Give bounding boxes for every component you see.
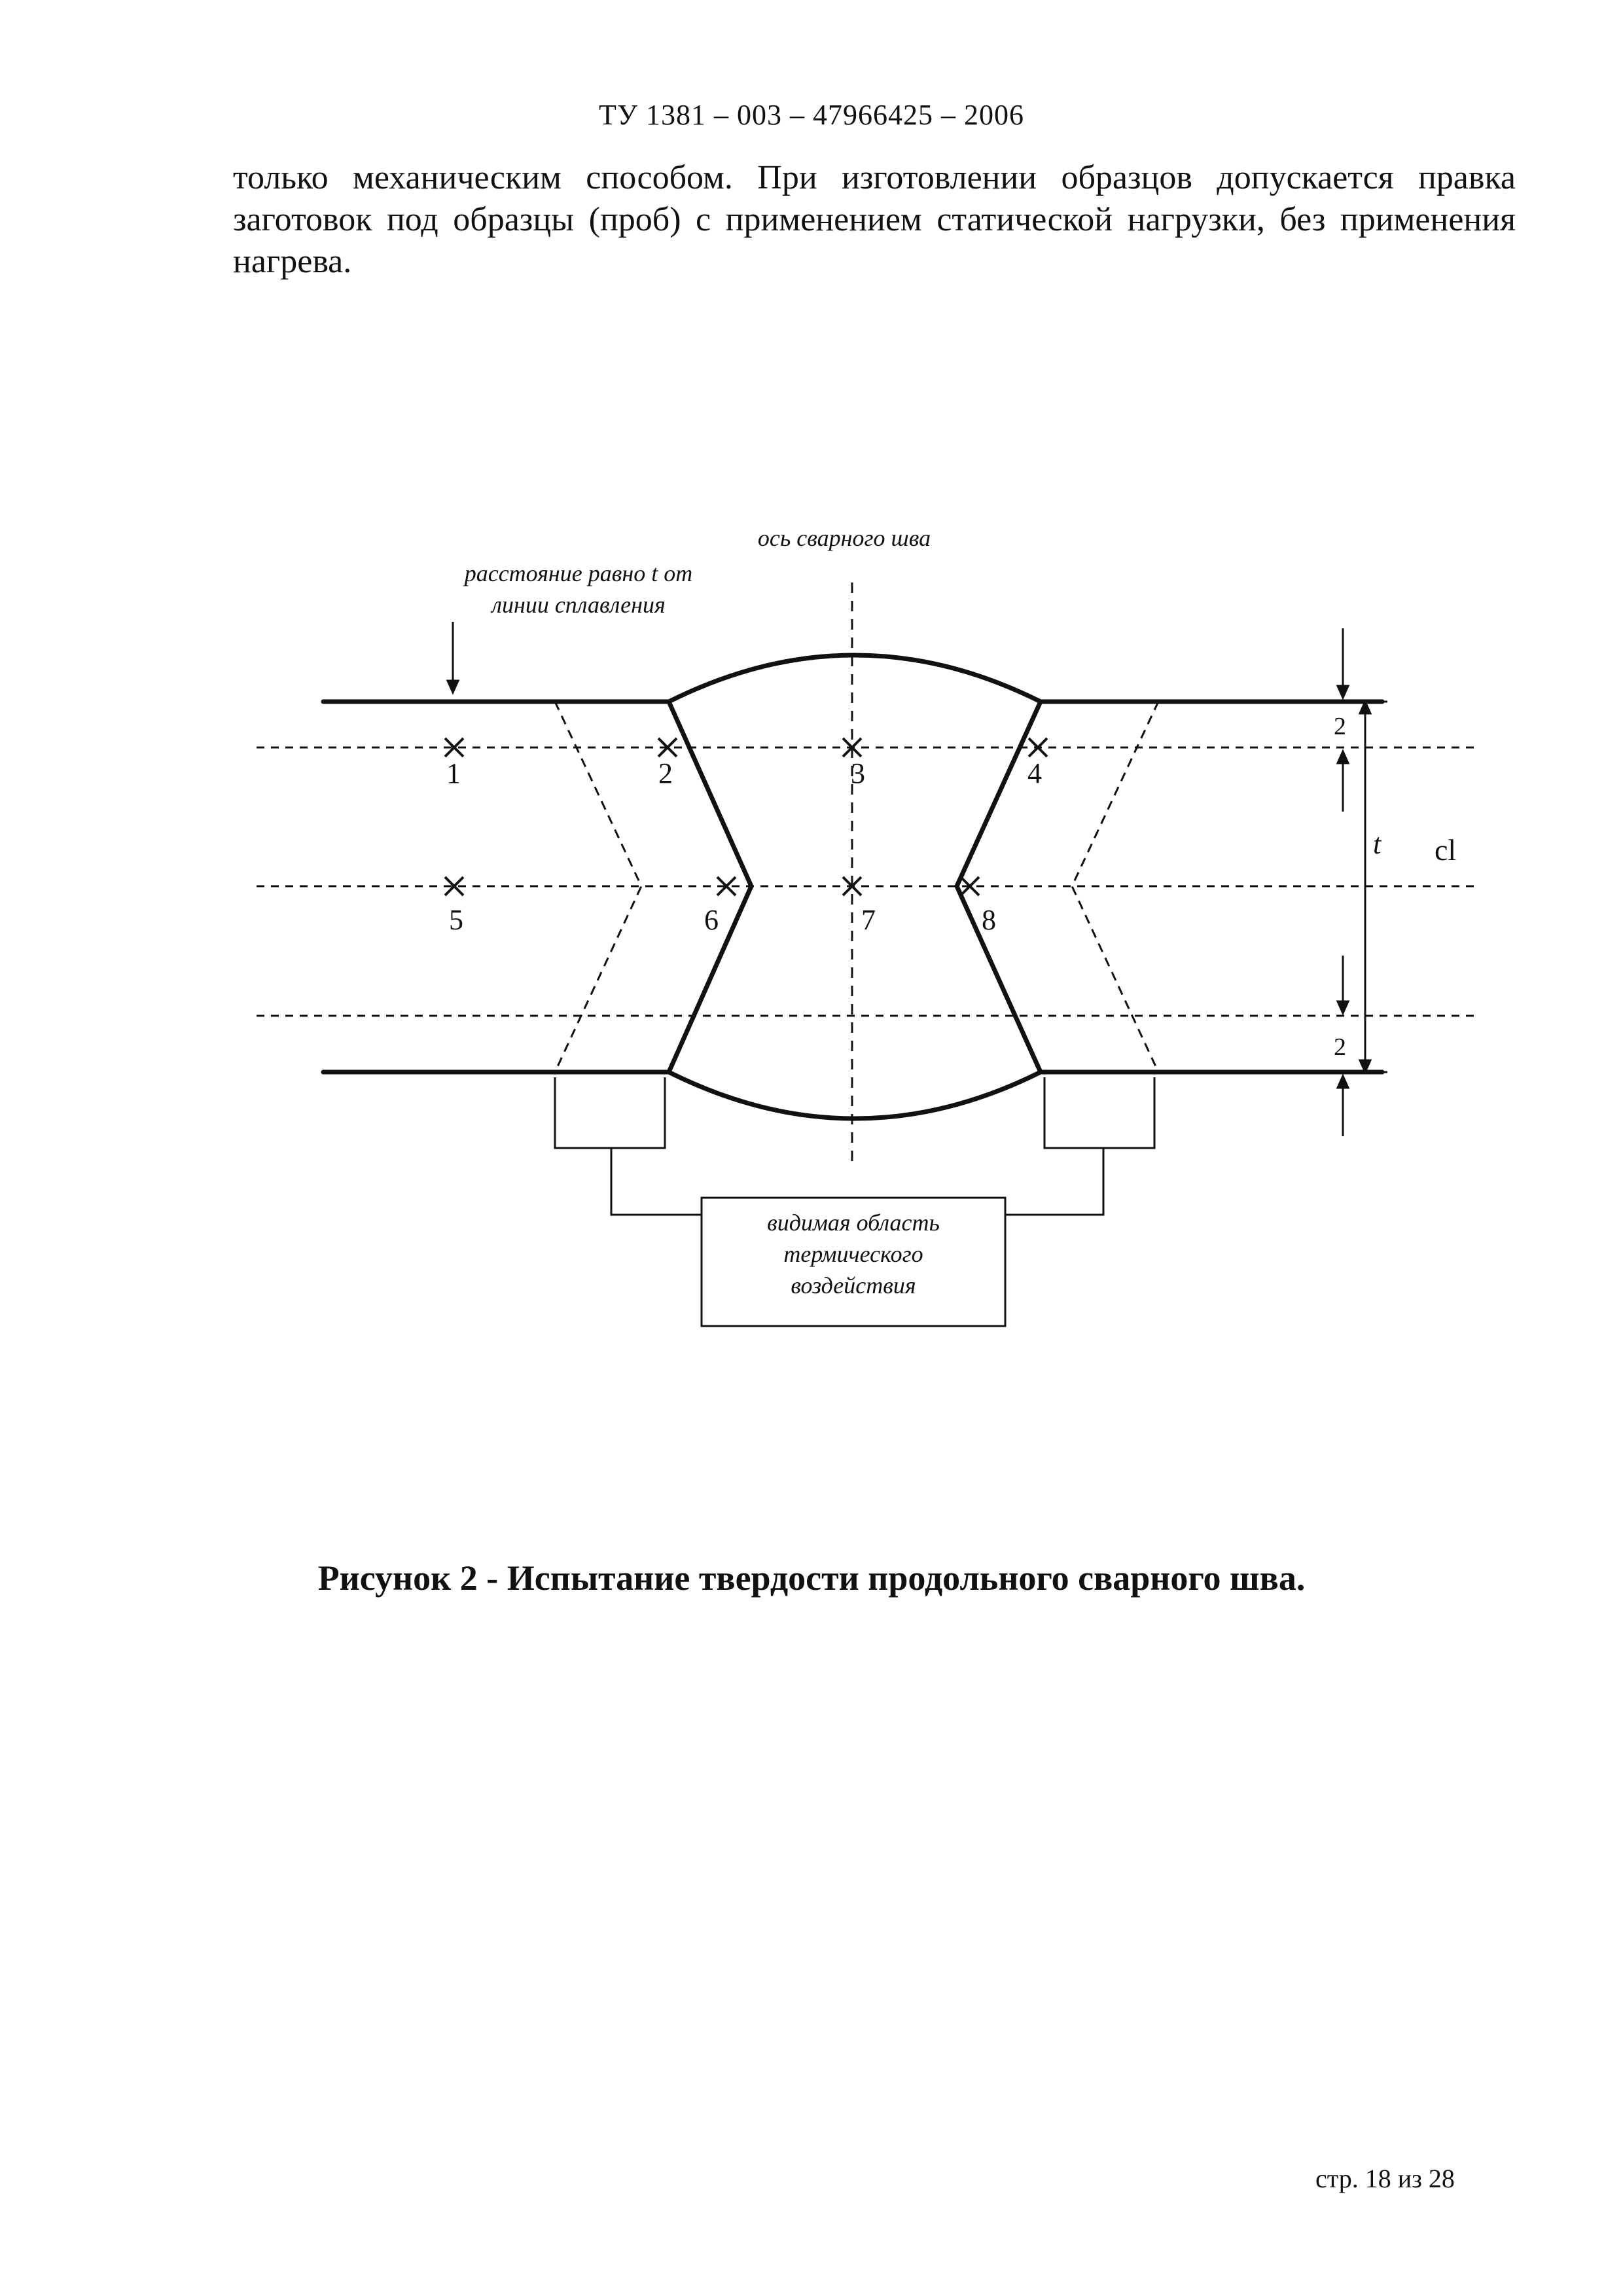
point-label-2: 2 <box>658 757 673 789</box>
distance-label-line1: расстояние равно t от <box>464 560 693 586</box>
dim-top-label: 2 <box>1334 713 1346 740</box>
body-paragraph: только механическим способом. При изготовлении образцов допускается правка заготовок под образцы (проб) с применением статической нагрузки, без применения нагрева. <box>233 159 1516 280</box>
point-label-3: 3 <box>851 757 865 789</box>
point-label-1: 1 <box>446 757 461 789</box>
point-label-8: 8 <box>982 904 996 936</box>
document-code-header: ТУ 1381 – 003 – 47966425 – 2006 <box>598 99 1025 131</box>
page-number: стр. 18 из 28 <box>1315 2164 1455 2193</box>
haz-bracket-right <box>1044 1077 1154 1148</box>
weld-axis-label: ось сварного шва <box>757 525 931 551</box>
point-label-5: 5 <box>449 904 463 936</box>
point-label-7: 7 <box>861 904 876 936</box>
weld-cap-bottom <box>669 1072 1041 1119</box>
haz-label-line1: видимая область <box>767 1210 940 1236</box>
haz-label-line2: термического <box>783 1241 923 1267</box>
distance-label-line2: линии сплавления <box>491 592 666 618</box>
point-label-4: 4 <box>1027 757 1042 789</box>
haz-connector-left <box>611 1148 702 1215</box>
dim-bottom-label: 2 <box>1334 1033 1346 1061</box>
dim-t-label: t <box>1373 828 1382 860</box>
haz-boundary-left <box>555 702 641 1072</box>
haz-connector-right <box>1005 1148 1103 1215</box>
indent-point-4 <box>1029 738 1047 757</box>
weld-cap-top <box>669 655 1041 702</box>
haz-label-line3: воздействия <box>791 1272 916 1299</box>
point-label-6: 6 <box>704 904 719 936</box>
figure-caption: Рисунок 2 - Испытание твердости продольного сварного шва. <box>317 1558 1306 1598</box>
haz-bracket-left <box>555 1077 665 1148</box>
dim-cl-label: cl <box>1435 833 1457 867</box>
